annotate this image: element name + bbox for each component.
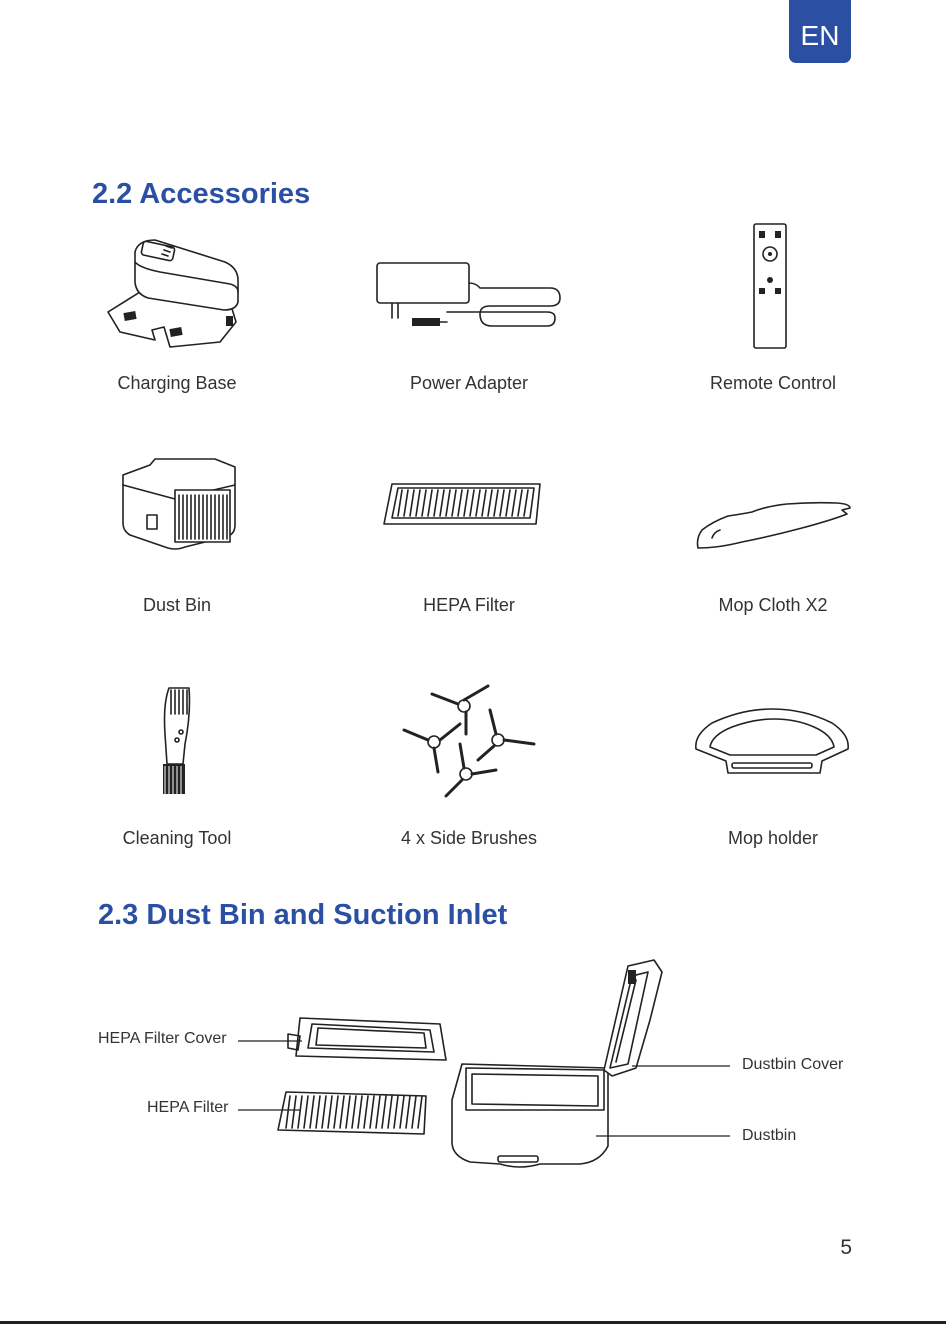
callout-dustbin-cover: Dustbin Cover: [742, 1056, 844, 1073]
side-brushes-icon: [398, 682, 540, 804]
accessory-label-remote-control: Remote Control: [709, 373, 837, 393]
remote-control-icon: [750, 222, 790, 352]
accessory-label-side-brushes: 4 x Side Brushes: [400, 828, 538, 848]
dustbin-drawing: [452, 1064, 608, 1167]
hepa-filter-drawing: [278, 1092, 426, 1134]
charging-base-icon: [100, 232, 245, 357]
dust-bin-icon: [115, 455, 240, 555]
language-badge: EN: [789, 0, 851, 63]
hepa-filter-cover-drawing: [288, 1018, 446, 1060]
accessory-label-charging-base: Charging Base: [117, 373, 237, 393]
callout-dustbin: Dustbin: [742, 1127, 797, 1144]
hepa-filter-icon: [380, 480, 545, 530]
power-adapter-icon: [372, 258, 564, 338]
section-title-dustbin: 2.3 Dust Bin and Suction Inlet: [98, 899, 508, 931]
accessory-label-power-adapter: Power Adapter: [409, 373, 529, 393]
accessory-label-hepa-filter: HEPA Filter: [423, 595, 515, 615]
accessory-label-cleaning-tool: Cleaning Tool: [122, 828, 232, 848]
cleaning-tool-icon: [155, 684, 203, 799]
callout-hepa-filter: HEPA Filter: [147, 1099, 229, 1116]
mop-holder-icon: [692, 705, 854, 777]
accessory-label-mop-holder: Mop holder: [727, 828, 819, 848]
section-title-accessories: 2.2 Accessories: [92, 178, 311, 210]
accessory-label-mop-cloth: Mop Cloth X2: [718, 595, 828, 615]
accessory-label-dust-bin: Dust Bin: [142, 595, 212, 615]
page-number: 5: [840, 1236, 852, 1259]
mop-cloth-icon: [692, 498, 854, 556]
callout-hepa-filter-cover: HEPA Filter Cover: [98, 1030, 227, 1047]
dustbin-cover-drawing: [604, 960, 662, 1076]
